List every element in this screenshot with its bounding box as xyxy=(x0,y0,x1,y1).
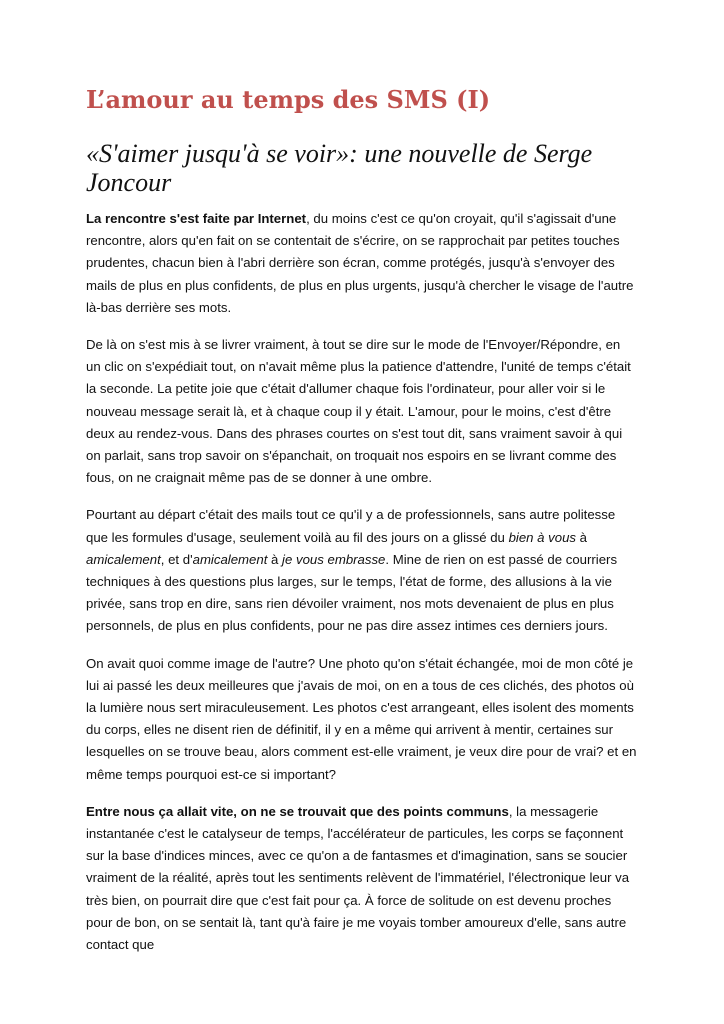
article-subtitle: «S'aimer jusqu'à se voir»: une nouvelle de Serge Joncour xyxy=(86,139,593,197)
article-title: L’amour au temps des SMS (I) xyxy=(86,85,491,114)
paragraph-3-text-c: , et d' xyxy=(160,551,193,567)
paragraph-2-text: De là on s'est mis à se livrer vraiment, à tout se dire sur le mode de l'Envoyer/Répondre, en un clic on s'expédiait tout, on n'avait même plus la patience d'attendre, l'unité de temps c'était la seconde. La petite joie que c'était d'allumer chaque fois l'ordinateur, pour aller voir si le nouveau message serait là, et à chaque coup il y était. L'amour, pour le moins, c'est d'être deux au rendez-vous. Dans des phrases courtes on s'est tout dit, sans vraiment savoir à qui on parlait, sans trop savoir on s'épanchait, on troquait nos espoirs en se livrant comme des fous, on ne craignait même pas de se donner à une ombre. xyxy=(86,337,631,486)
paragraph-3-text-d: à xyxy=(267,551,283,567)
paragraph-1 xyxy=(86,208,638,319)
paragraph-5-text: , la messagerie instantanée c'est le catalyseur de temps, l'accélérateur de particules, les corps se façonnent sur la base d'indices minces, avec ce qu'on a de fantasmes et d'imagination, sans se soucier vraiment de la réalité, après tout les sentiments relèvent de l'immatériel, l'électronique leur va très bien, on pourrait dire que c'est fait pour ça. À force de solitude on est devenu proches pour de bon, on se sentait là, tant qu'à faire je me voyais tomber amoureux d'elle, sans autre contact que xyxy=(86,803,630,953)
article-body xyxy=(86,208,638,971)
paragraph-1-text: , du moins c'est ce qu'on croyait, qu'il s'agissait d'une rencontre, alors qu'en fait on se contentait de s'écrire, on se rapprochait par petites touches prudentes, chacun bien à l'abri derrière son écran, comme protégés, jusqu'à s'envoyer des mails de plus en plus confidents, de plus en plus urgents, jusqu'à chercher le visage de l'autre là-bas derrière ses mots. xyxy=(86,211,634,315)
paragraph-3-italic-a: bien à vous xyxy=(508,529,577,545)
paragraph-3-italic-b: amicalement xyxy=(86,551,161,567)
paragraph-5 xyxy=(86,801,638,956)
paragraph-1-lead: La rencontre s'est faite par Internet xyxy=(86,211,307,226)
paragraph-4-text: On avait quoi comme image de l'autre? Une photo qu'on s'était échangée, moi de mon côté je lui ai passé les deux meilleures que j'avais de moi, on en a tous de ces clichés, des photos où la lumière nous sert miraculeusement. Les photos c'est arrangeant, elles isolent des moments du corps, elles ne disent rien de définitif, il y en a même qui arrivent à mentir, certaines sur lesquelles on se trouve beau, alors comment est-elle vraiment, je veux dire pour de vrai? et en même temps pourquoi est-ce si important? xyxy=(86,655,637,782)
paragraph-3-italic-d: je vous embrasse xyxy=(282,551,386,567)
paragraph-2 xyxy=(86,334,638,489)
paragraph-3-italic-c: amicalement xyxy=(192,551,268,567)
paragraph-5-lead: Entre nous ça allait vite, on ne se trouvait que des points communs xyxy=(86,803,509,819)
paragraph-3 xyxy=(86,504,638,637)
paragraph-3-text-a: Pourtant au départ c'était des mails tout ce qu'il y a de professionnels, sans autre politesse que les formules d'usage, seulement voilà au fil des jours on a glissé du xyxy=(86,507,616,545)
paragraph-4 xyxy=(86,653,638,786)
paragraph-3-text-b: à xyxy=(576,529,588,545)
paragraph-3-text-e: . Mine de rien on est passé de courriers techniques à des questions plus larges, sur le temps, l'état de forme, des allusions à la vie privée, sans trop en dire, sans rien dévoiler vraiment, nos mots devenaient de plus en plus personnels, de plus en plus confidents, pour ne pas dire assez intimes ces derniers jours. xyxy=(86,551,618,634)
